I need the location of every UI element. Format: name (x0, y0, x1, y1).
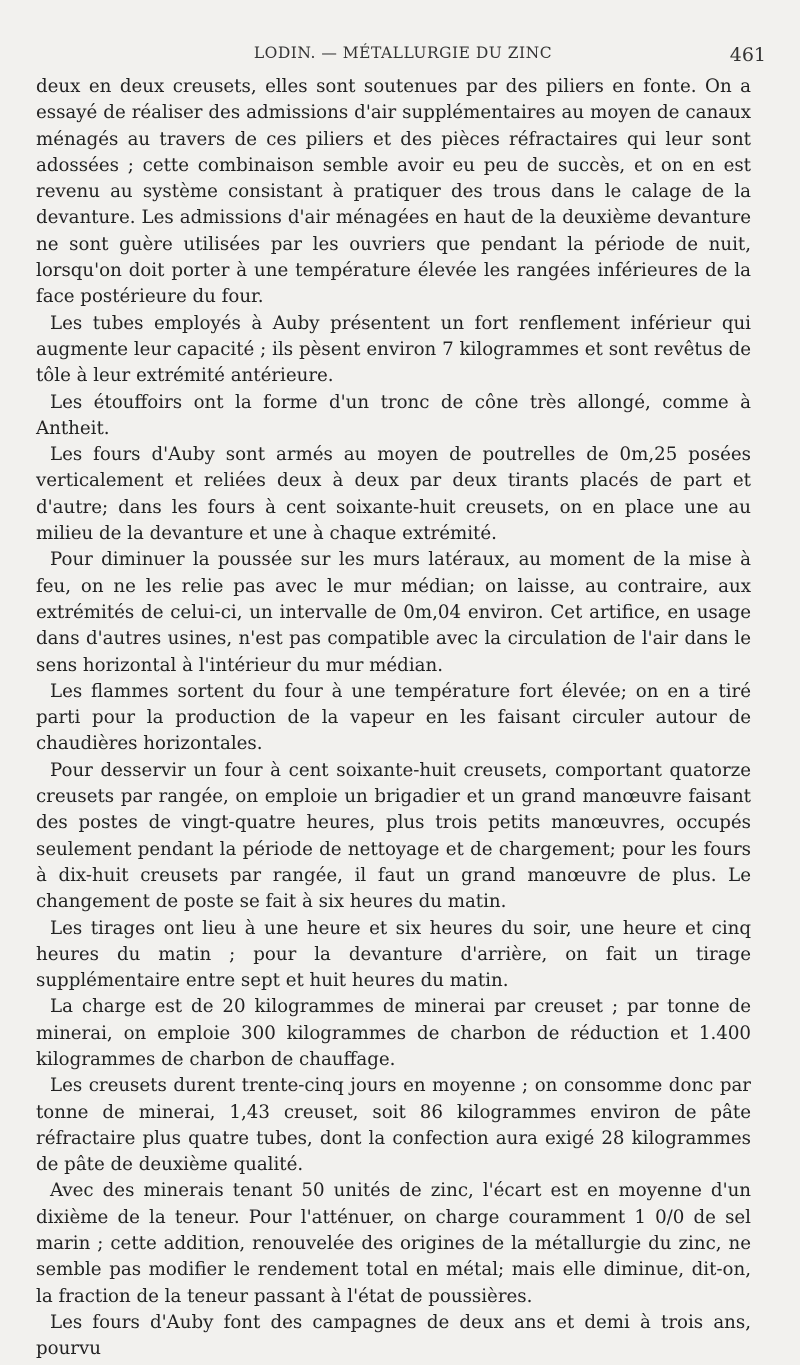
paragraph: Les étouffoirs ont la forme d'un tronc de cône très allongé, comme à Antheit. (36, 391, 751, 439)
paragraph: Les creusets durent trente-cinq jours en moyenne ; on consomme donc par tonne de minerai, 1,43 creuset, soit 86 kilogrammes environ de pâte réfractaire plus quatre tubes, dont la confection aura exigé 28 kilogrammes de pâte de deuxième qualité. (36, 1075, 751, 1176)
page-number: 461 (729, 44, 766, 66)
paragraph: Les tirages ont lieu à une heure et six heures du soir, une heure et cinq heures du matin ; pour la devanture d'arrière, on fait un tirage supplémentaire entre sept et huit heures du matin. (36, 917, 751, 992)
paragraph: Avec des minerais tenant 50 unités de zinc, l'écart est en moyenne d'un dixième de la teneur. Pour l'atténuer, on charge couramment 1 0/0 de sel marin ; cette addition, renouvelée des origines de la métallurgie du zinc, ne semble pas modifier le rendement total en métal; mais elle diminue, dit-on, la fraction de la teneur passant à l'état de poussières. (36, 1180, 751, 1307)
paragraph: La charge est de 20 kilogrammes de minerai par creuset ; par tonne de minerai, on emploie 300 kilogrammes de charbon de réduction et 1.400 kilogrammes de charbon de chauffage. (36, 996, 751, 1070)
paragraph: deux en deux creusets, elles sont soutenues par des piliers en fonte. On a essayé de réaliser des admissions d'air supplémentaires au moyen de canaux ménagés au travers de ces piliers et des pièces réfractaires qui leur sont adossées ; cette combinaison semble avoir eu peu de succès, et on en est revenu au système consistant à pratiquer des trous dans le calage de la devanture. Les admissions d'air ménagées en haut de la deuxième devanture ne sont guère utilisées par les ouvriers que pendant la période de nuit, lorsqu'on doit porter à une température élevée les rangées inférieures de la face postérieure du four. (36, 76, 751, 308)
body-text (36, 74, 751, 1363)
paragraph: Les tubes employés à Auby présentent un fort renflement inférieur qui augmente leur capacité ; ils pèsent environ 7 kilogrammes et sont revêtus de tôle à leur extrémité antérieure. (36, 312, 751, 387)
paragraph: Les fours d'Auby sont armés au moyen de poutrelles de 0m,25 posées verticalement et reliées deux à deux par deux tirants placés de part et d'autre; dans les fours à cent soixante-huit creusets, on en place une au milieu de la devanture et une à chaque extrémité. (36, 444, 751, 545)
paragraph: Pour diminuer la poussée sur les murs latéraux, au moment de la mise à feu, on ne les relie pas avec le mur médian; on laisse, au contraire, aux extrémités de celui-ci, un intervalle de 0m,04 environ. Cet artifice, en usage dans d'autres usines, n'est pas compatible avec la circulation de l'air dans le sens horizontal à l'intérieur du mur médian. (36, 549, 751, 676)
paragraph: Les flammes sortent du four à une température fort élevée; on en a tiré parti pour la production de la vapeur en les faisant circuler autour de chaudières horizontales. (36, 680, 751, 755)
paragraph: Pour desservir un four à cent soixante-huit creusets, comportant quatorze creusets par rangée, on emploie un brigadier et un grand manœuvre faisant des postes de vingt-quatre heures, plus trois petits manœuvres, occupés seulement pendant la période de nettoyage et de chargement; pour les fours à dix-huit creusets par rangée, il faut un grand manœuvre de plus. Le changement de poste se fait à six heures du matin. (36, 759, 751, 913)
running-title: LODIN. — MÉTALLURGIE DU ZINC (253, 44, 553, 62)
paragraph: Les fours d'Auby font des campagnes de deux ans et demi à trois ans, pourvu (36, 1311, 751, 1360)
page-header (36, 44, 770, 70)
